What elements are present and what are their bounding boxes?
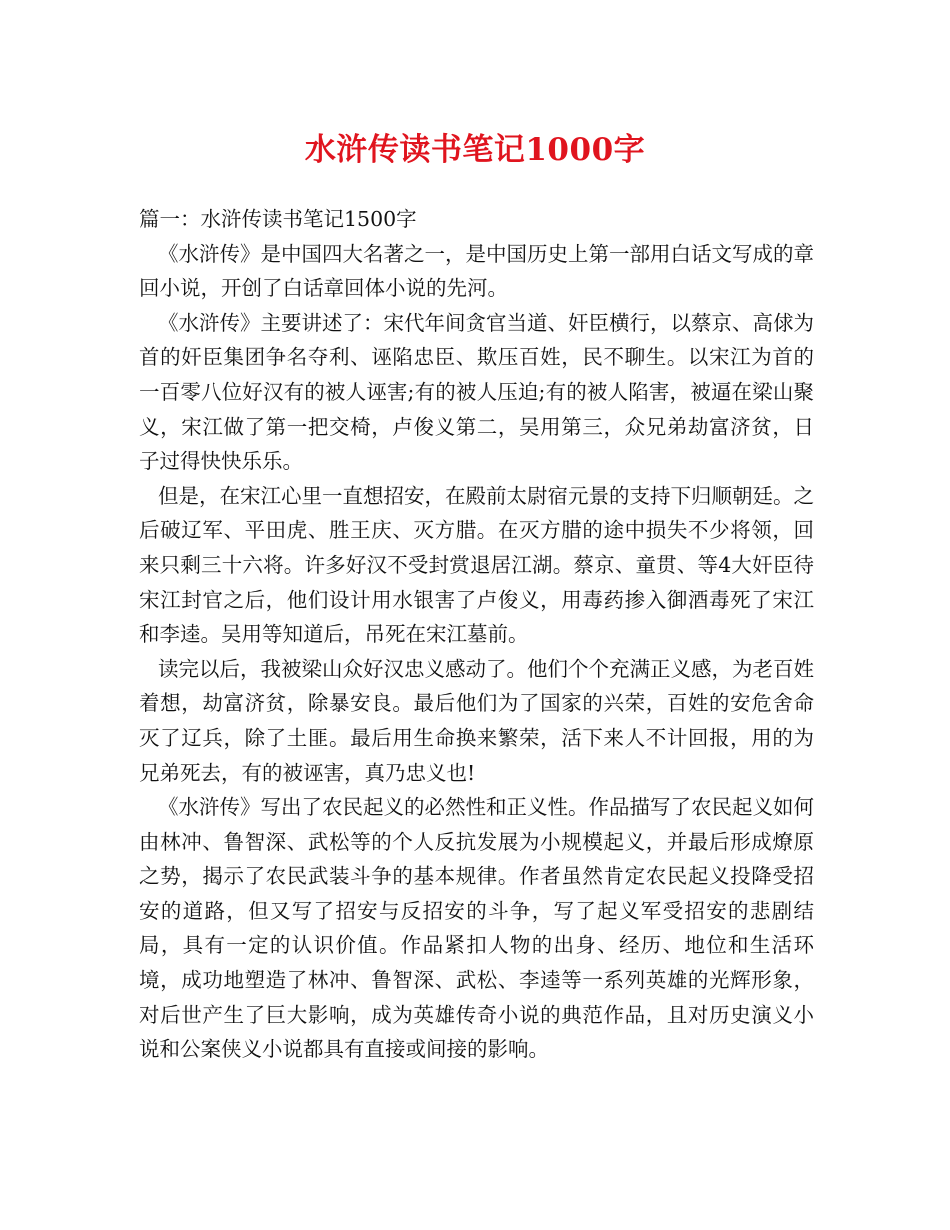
section-heading: 篇一：水浒传读书笔记1500字 xyxy=(139,207,417,231)
paragraph-reflection: 读完以后，我被梁山众好汉忠义感动了。他们个个充满正义感，为老百姓着想，劫富济贫，除暴安良。最后他们为了国家的兴荣，百姓的安危舍命灭了辽兵，除了土匪。最后用生命换来繁荣，活下来人不计回报，用的为兄弟死去，有的被诬害，真乃忠义也! xyxy=(139,656,814,785)
paragraph-plot-summary: 《水浒传》主要讲述了：宋代年间贪官当道、奸臣横行，以蔡京、高俅为首的奸臣集团争名夺利、诬陷忠臣、欺压百姓，民不聊生。以宋江为首的一百零八位好汉有的被人诬害;有的被人压迫;有的被人陷害，被逼在梁山聚义，宋江做了第一把交椅，卢俊义第二，吴用第三，众兄弟劫富济贫，日子过得快快乐乐。 xyxy=(139,310,814,474)
paragraph-intro: 《水浒传》是中国四大名著之一，是中国历史上第一部用白话文写成的章回小说，开创了白话章回体小说的先河。 xyxy=(139,241,814,301)
paragraph-amnesty-ending: 但是，在宋江心里一直想招安，在殿前太尉宿元景的支持下归顺朝廷。之后破辽军、平田虎、胜王庆、灭方腊。在灭方腊的途中损失不少将领，回来只剩三十六将。许多好汉不受封赏退居江湖。蔡京、童贯、等4大奸臣待宋江封官之后，他们设计用水银害了卢俊义，用毒药掺入御酒毒死了宋江和李逵。吴用等知道后，吊死在宋江墓前。 xyxy=(139,483,814,647)
document-body xyxy=(139,202,814,1067)
paragraph-analysis: 《水浒传》写出了农民起义的必然性和正义性。作品描写了农民起义如何由林冲、鲁智深、武松等的个人反抗发展为小规模起义，并最后形成燎原之势，揭示了农民武装斗争的基本规律。作者虽然肯定农民起义投降受招安的道路，但又写了招安与反招安的斗争，写了起义军受招安的悲剧结局，具有一定的认识价值。作品紧扣人物的出身、经历、地位和生活环境，成功地塑造了林冲、鲁智深、武松、李逵等一系列英雄的光辉形象，对后世产生了巨大影响，成为英雄传奇小说的典范作品，且对历史演义小说和公案侠义小说都具有直接或间接的影响。 xyxy=(139,795,814,1062)
document-title: 水浒传读书笔记1000字 xyxy=(304,132,646,168)
